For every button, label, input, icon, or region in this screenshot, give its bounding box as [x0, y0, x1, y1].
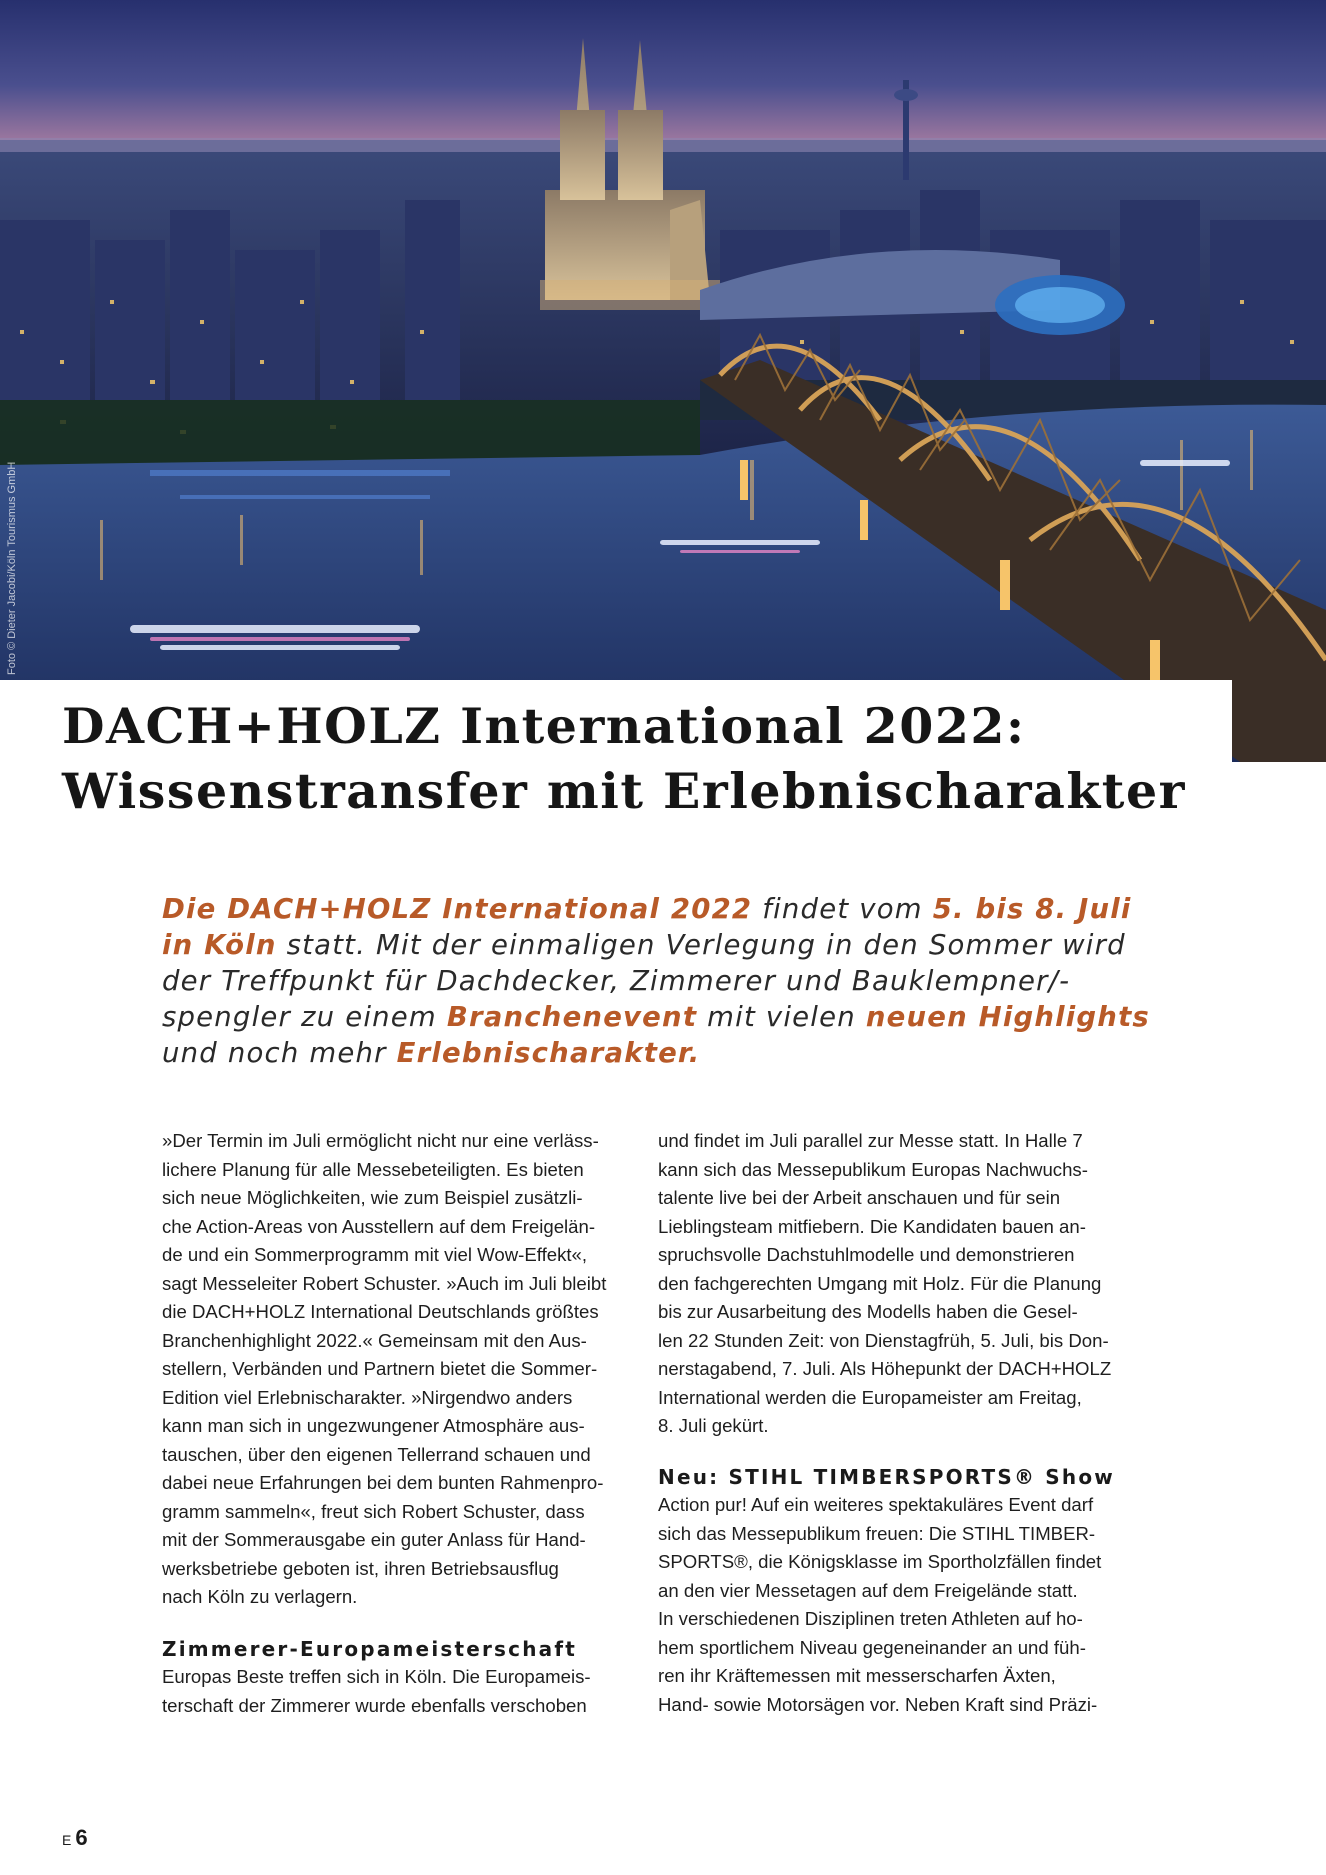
text-line: die DACH+HOLZ International Deutschlands größtes [162, 1301, 599, 1322]
body-column-right [658, 1127, 1158, 1719]
text-line: Action pur! Auf ein weiteres spektakuläres Event darf [658, 1494, 1094, 1515]
section-heading-timbersports: Neu: STIHL TIMBERSPORTS® Show [658, 1464, 1115, 1489]
cityscape-illustration [0, 0, 1326, 762]
body-paragraph [162, 1663, 662, 1720]
text-line: International werden die Europameister am Freitag, [658, 1386, 1082, 1408]
page-number: 6 [75, 1825, 88, 1850]
lead-paragraph [162, 891, 1172, 1071]
text-line: che Action-Areas von Ausstellern auf dem Freigelän- [162, 1215, 596, 1237]
lead-text: statt. Mit der einmaligen Verlegung in den Sommer wird der Treffpunkt für Dachdecker, Zimmerer und Bauklempner/-spengler zu einem [162, 929, 1126, 1033]
body-paragraph [658, 1491, 1158, 1719]
section-heading-zimmerer: Zimmerer-Europameisterschaft [162, 1636, 578, 1661]
lead-highlight: Die DACH+HOLZ International 2022 [162, 893, 753, 925]
text-line: nerstagabend, 7. Juli. Als Höhepunkt der DACH+HOLZ [658, 1358, 1112, 1379]
text-line: und findet im Juli parallel zur Messe statt. In Halle 7 [658, 1130, 1083, 1151]
text-line: talente live bei der Arbeit anschauen und für sein [658, 1187, 1061, 1208]
text-line: sagt Messeleiter Robert Schuster. »Auch im Juli bleibt [162, 1272, 607, 1294]
text-line: tauschen, über den eigenen Tellerrand schauen und [162, 1443, 591, 1465]
text-line: Hand- sowie Motorsägen vor. Neben Kraft sind Präzi- [658, 1693, 1098, 1715]
headline-line-2: Wissenstransfer mit Erlebnischarakter [62, 762, 1186, 820]
text-line: In verschiedenen Disziplinen treten Athleten auf ho- [658, 1608, 1083, 1629]
lead-highlight: Branchenevent [446, 1001, 698, 1033]
text-line: mit der Sommerausgabe ein guter Anlass für Hand- [162, 1529, 586, 1550]
text-line: len 22 Stunden Zeit: von Dienstagfrüh, 5. Juli, bis Don- [658, 1329, 1109, 1351]
body-column-left [162, 1127, 662, 1720]
text-line: SPORTS®, die Königsklasse im Sportholzfällen findet [658, 1551, 1102, 1572]
text-line: stellern, Verbänden und Partnern bietet die Sommer- [162, 1358, 598, 1379]
text-line: de und ein Sommerprogramm mit viel Wow-Effekt«, [162, 1244, 588, 1265]
text-line: an den vier Messetagen auf dem Freigelände statt. [658, 1579, 1078, 1601]
text-line: kann sich das Messepublikum Europas Nachwuchs- [658, 1158, 1088, 1180]
lead-highlight: 5. bis 8. Juli in Köln [162, 893, 1132, 961]
photo-credit: Foto © Dieter Jacobi/Köln Tourismus GmbH [6, 461, 18, 675]
text-line: dabei neue Erfahrungen bei dem bunten Rahmenpro- [162, 1472, 604, 1493]
hero-photo [0, 0, 1326, 762]
text-line: sich neue Möglichkeiten, wie zum Beispiel zusätzli- [162, 1187, 583, 1208]
text-line: gramm sammeln«, freut sich Robert Schuster, dass [162, 1500, 585, 1522]
text-line: Lieblingsteam mitfiebern. Die Kandidaten bauen an- [658, 1215, 1086, 1237]
text-line: bis zur Ausarbeitung des Modells haben die Gesel- [658, 1301, 1078, 1322]
text-line: sich das Messepublikum freuen: Die STIHL TIMBER- [658, 1522, 1096, 1544]
text-line: Europas Beste treffen sich in Köln. Die Europameis- [162, 1666, 591, 1687]
text-line: lichere Planung für alle Messebeteiligten. Es bieten [162, 1158, 584, 1180]
lead-highlight: neuen Highlights [865, 1001, 1150, 1033]
lead-text: mit vielen [697, 1001, 866, 1033]
text-line: ren ihr Kräftemessen mit messerscharfen Äxten, [658, 1665, 1056, 1686]
text-line: hem sportlichem Niveau gegeneinander an und füh- [658, 1636, 1086, 1658]
text-line: kann man sich in ungezwungener Atmosphäre aus- [162, 1415, 585, 1436]
text-line: werksbetriebe geboten ist, ihren Betriebsausflug [162, 1557, 559, 1579]
text-line: spruchsvolle Dachstuhlmodelle und demonstrieren [658, 1244, 1075, 1265]
lead-text: findet vom [752, 893, 933, 925]
text-line: terschaft der Zimmerer wurde ebenfalls verschoben [162, 1694, 587, 1716]
body-paragraph [658, 1127, 1158, 1441]
text-line: Edition viel Erlebnischarakter. »Nirgendwo anders [162, 1386, 573, 1408]
edition-marker: E [62, 1832, 72, 1848]
body-paragraph [162, 1127, 662, 1612]
lead-highlight: Erlebnischarakter. [396, 1037, 701, 1069]
text-line: den fachgerechten Umgang mit Holz. Für die Planung [658, 1272, 1102, 1294]
text-line: »Der Termin im Juli ermöglicht nicht nur eine verläss- [162, 1130, 599, 1151]
headline [62, 694, 1186, 824]
page-footer [62, 1825, 88, 1851]
text-line: Branchenhighlight 2022.« Gemeinsam mit den Aus- [162, 1329, 587, 1351]
text-line: nach Köln zu verlagern. [162, 1586, 358, 1607]
lead-text: und noch mehr [162, 1037, 397, 1069]
text-line: 8. Juli gekürt. [658, 1415, 769, 1436]
headline-line-1: DACH+HOLZ International 2022: [62, 697, 1026, 755]
